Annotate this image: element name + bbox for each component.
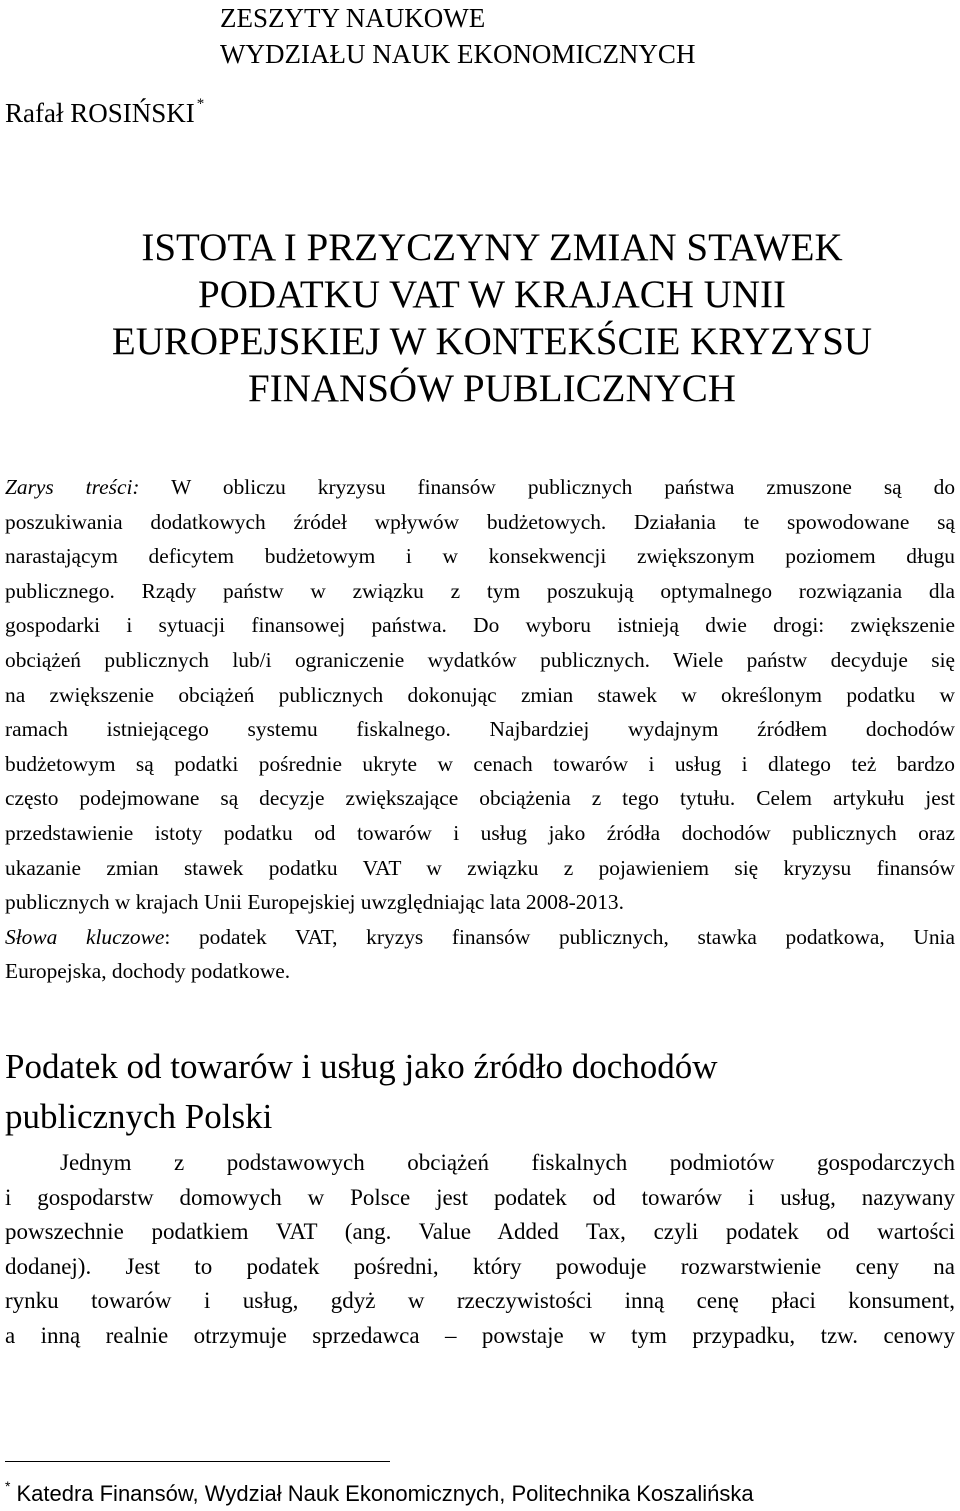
- title-line: FINANSÓW PUBLICZNYCH: [248, 367, 736, 410]
- section-heading-line: publicznych Polski: [5, 1097, 273, 1136]
- footnote-separator: [5, 1461, 390, 1462]
- abstract-label: Zarys treści:: [5, 475, 140, 499]
- title-line: ISTOTA I PRZYCZYNY ZMIAN STAWEK: [141, 226, 843, 269]
- abstract-text: W obliczu kryzysu finansów publicznych państwa zmuszone są do: [171, 475, 956, 499]
- keywords-line: [5, 920, 955, 955]
- abstract-line: na zwiększenie obciążeń publicznych dokonując zmian stawek w określonym podatku w: [5, 682, 955, 707]
- abstract-line: narastającym deficytem budżetowym i w konsekwencji zwiększonym poziomem długu: [5, 544, 955, 569]
- paragraph-line: rynku towarów i usług, gdyż w rzeczywistości inną cenę płaci konsument,: [5, 1288, 955, 1313]
- abstract-line: [5, 470, 955, 505]
- abstract-line: gospodarki i sytuacji finansowej państwa. Do wyboru istnieją dwie drogi: zwiększenie: [5, 613, 955, 638]
- abstract-line: ramach istniejącego systemu fiskalnego. Najbardziej wydajnym źródłem dochodów: [5, 717, 955, 742]
- keywords-text: : podatek VAT, kryzys finansów publicznych, stawka podatkowa, Unia: [164, 924, 955, 949]
- section-paragraph: [5, 1146, 955, 1353]
- abstract-line: poszukiwania dodatkowych źródeł wpływów budżetowych. Działania te spowodowane są: [5, 509, 955, 534]
- abstract-line: przedstawienie istoty podatku od towarów i usług jako źródła dochodów publicznych oraz: [5, 820, 955, 845]
- keywords-line: Europejska, dochody podatkowe.: [5, 959, 291, 984]
- keywords-label: Słowa kluczowe: [5, 924, 165, 949]
- footnote-mark: *: [5, 1478, 11, 1494]
- abstract-line: ukazanie zmian stawek podatku VAT w związku z pojawieniem się kryzysu finansów: [5, 855, 955, 880]
- abstract-line: często podejmowane są decyzje zwiększające obciążenia z tego tytułu. Celem artykułu jest: [5, 786, 955, 811]
- title-line: EUROPEJSKIEJ W KONTEKŚCIE KRYZYSU: [111, 320, 873, 363]
- section-heading-line: Podatek od towarów i usług jako źródło dochodów: [5, 1047, 718, 1086]
- abstract-line: publicznego. Rządy państw w związku z tym poszukują optymalnego rozwiązania dla: [5, 578, 955, 603]
- section-heading: [5, 1042, 718, 1142]
- abstract: [5, 470, 955, 989]
- paragraph-line: powszechnie podatkiem VAT (ang. Value Added Tax, czyli podatek od wartości: [5, 1219, 955, 1244]
- title-line: PODATKU VAT W KRAJACH UNII: [198, 273, 786, 316]
- abstract-line: budżetowym są podatki pośrednie ukryte w cenach towarów i usług i dlatego też bardzo: [5, 751, 955, 776]
- paragraph-line: Jednym z podstawowych obciążeń fiskalnych podmiotów gospodarczych: [60, 1150, 955, 1175]
- author-footnote-mark[interactable]: *: [196, 96, 205, 112]
- journal-header: [220, 0, 695, 72]
- abstract-line: publicznych w krajach Unii Europejskiej uwzględniając lata 2008-2013.: [5, 890, 624, 915]
- paragraph-line: a inną realnie otrzymuje sprzedawca – powstaje w tym przypadku, tzw. cenowy: [5, 1322, 955, 1348]
- abstract-line: obciążeń publicznych lub/i ograniczenie wydatków publicznych. Wiele państw decyduje się: [5, 647, 955, 672]
- article-title: [0, 224, 960, 412]
- paragraph-line: i gospodarstw domowych w Polsce jest podatek od towarów i usług, nazywany: [5, 1184, 955, 1210]
- footnote-text: Katedra Finansów, Wydział Nauk Ekonomicznych, Politechnika Koszalińska: [16, 1481, 754, 1506]
- journal-title-line-1: ZESZYTY NAUKOWE: [220, 3, 486, 33]
- footnote: [5, 1469, 754, 1511]
- author-name: Rafał ROSIŃSKI: [5, 98, 195, 128]
- author-block: [5, 86, 204, 131]
- journal-title-line-2: WYDZIAŁU NAUK EKONOMICZNYCH: [220, 39, 696, 69]
- paragraph-line: dodanej). Jest to podatek pośredni, który powoduje rozwarstwienie ceny na: [5, 1253, 955, 1279]
